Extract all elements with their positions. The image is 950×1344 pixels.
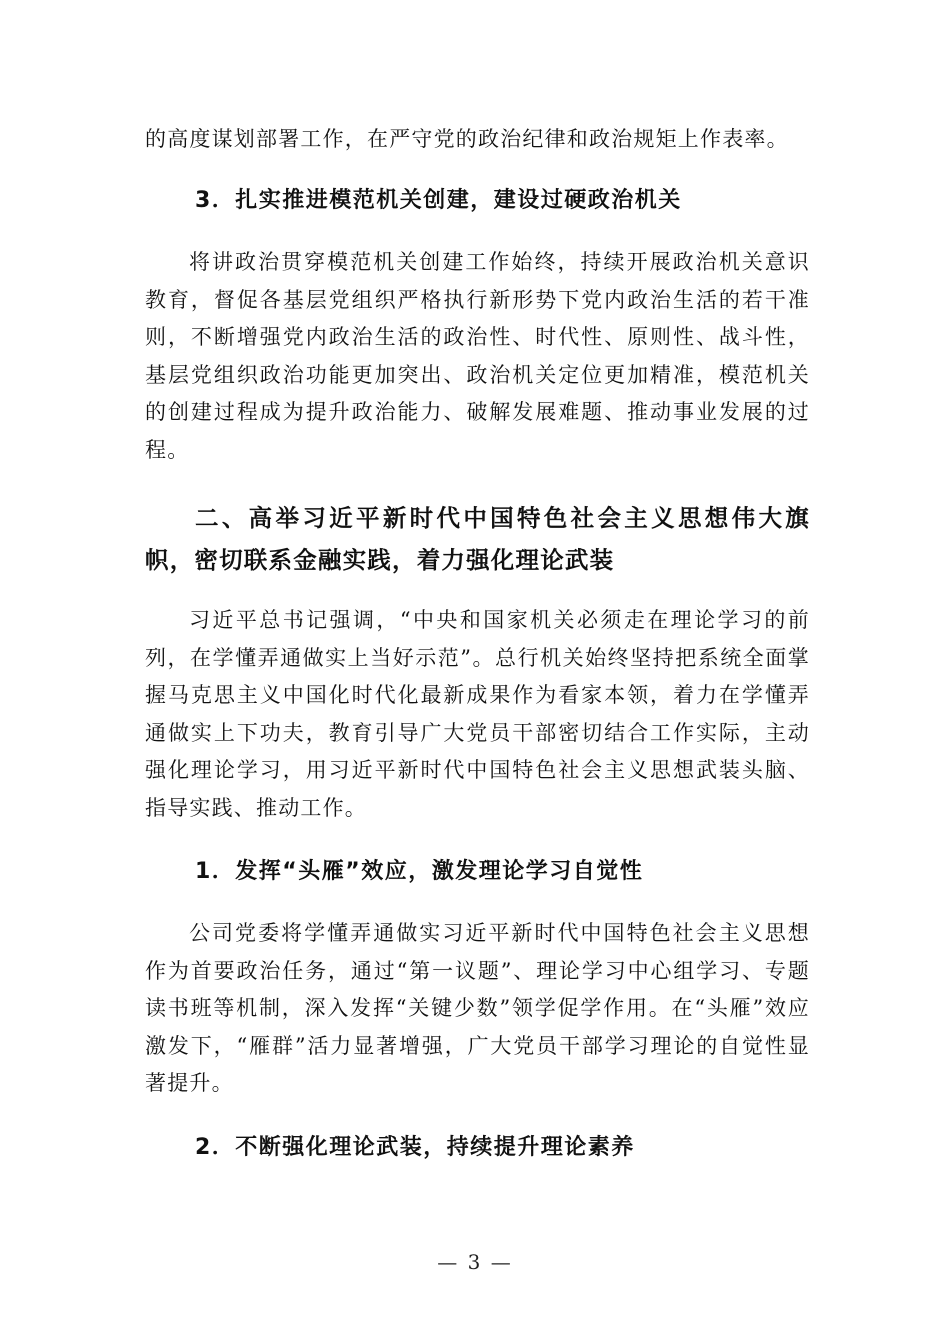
subsection-heading-1: 1．发挥“头雁”效应，激发理论学习自觉性 (195, 859, 644, 884)
paragraph-lead-goose: 公司党委将学懂弄通做实习近平新时代中国特色社会主义思想作为首要政治任务，通过“第一议题”、理论学习中心组学习、专题读书班等机制，深入发挥“关键少数”领学促学作用。在“头雁”效应激发下，“雁群”活力显著增强，广大党员干部学习理论的自觉性显著提升。 (145, 921, 810, 1096)
subsection-heading-2: 2．不断强化理论武装，持续提升理论素养 (195, 1135, 635, 1160)
paragraph-model-agency: 将讲政治贯穿模范机关创建工作始终，持续开展政治机关意识教育，督促各基层党组织严格执行新形势下党内政治生活的若干准则，不断增强党内政治生活的政治性、时代性、原则性、战斗性，基层党组织政治功能更加突出、政治机关定位更加精准，模范机关的创建过程成为提升政治能力、破解发展难题、推动事业发展的过程。 (145, 250, 810, 462)
page-number: — 3 — (437, 1250, 513, 1274)
paragraph-theory-study: 习近平总书记强调，“中央和国家机关必须走在理论学习的前列，在学懂弄通做实上当好示范”。总行机关始终坚持把系统全面掌握马克思主义中国化时代化最新成果作为看家本领，着力在学懂弄通做实上下功夫，教育引导广大党员干部密切结合工作实际，主动强化理论学习，用习近平新时代中国特色社会主义思想武装头脑、指导实践、推动工作。 (145, 608, 810, 820)
paragraph-continuation: 的高度谋划部署工作，在严守党的政治纪律和政治规矩上作表率。 (145, 127, 789, 151)
section-2-heading: 二、高举习近平新时代中国特色社会主义思想伟大旗帜，密切联系金融实践，着力强化理论武装 (145, 504, 810, 574)
subsection-heading-3: 3．扎实推进模范机关创建，建设过硬政治机关 (195, 188, 682, 213)
